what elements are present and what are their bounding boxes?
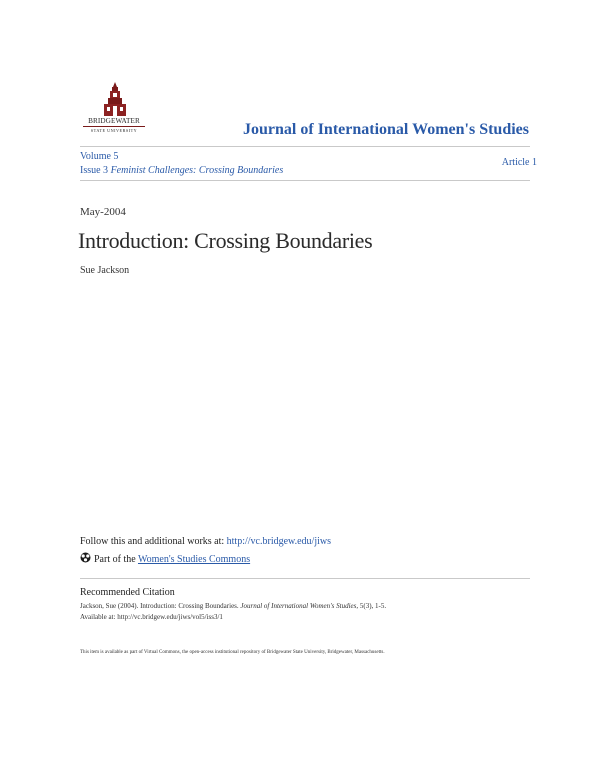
- bell-tower-icon: [102, 82, 128, 116]
- university-logo: [80, 82, 150, 138]
- citation-rule: [80, 578, 530, 579]
- citation-journal: Journal of International Women's Studies: [240, 602, 357, 610]
- article-author: Sue Jackson: [80, 265, 130, 276]
- citation-prefix: Jackson, Sue (2004). Introduction: Crossing Boundaries.: [80, 602, 241, 610]
- header-rule-bottom: [80, 180, 530, 181]
- citation-suffix: , 5(3), 1-5.: [356, 602, 387, 610]
- womens-studies-commons-link[interactable]: Women's Studies Commons: [137, 554, 251, 565]
- article-link[interactable]: Article 1: [501, 157, 537, 168]
- follow-url-link[interactable]: http://vc.bridgew.edu/jiws: [226, 536, 331, 547]
- citation-line-1: [80, 602, 386, 610]
- header-rule-top: [80, 146, 530, 147]
- issue-link[interactable]: [80, 165, 283, 176]
- citation-line-2: Available at: http://vc.bridgew.edu/jiws/vol5/iss3/1: [80, 613, 223, 621]
- issue-theme: Feminist Challenges: Crossing Boundaries: [110, 165, 284, 176]
- follow-label: Follow this and additional works at:: [80, 536, 227, 547]
- issue-number: Issue 3: [80, 165, 109, 176]
- publication-date: May-2004: [80, 206, 126, 218]
- article-title: Introduction: Crossing Boundaries: [78, 228, 373, 253]
- logo-subtitle: STATE UNIVERSITY: [90, 128, 138, 133]
- part-of-line: [80, 552, 250, 565]
- commons-network-icon: [80, 552, 91, 563]
- journal-title[interactable]: Journal of International Women's Studies: [243, 121, 529, 138]
- follow-line: [80, 536, 331, 547]
- logo-wordmark: BRIDGEWATER: [88, 117, 140, 125]
- footer-notice: This item is available as part of Virtual Commons, the open-access institutional repository of Bridgewater State University, Bridgewater, Massachusetts.: [80, 650, 385, 655]
- logo-divider: [83, 126, 145, 127]
- part-of-label: Part of the: [94, 554, 138, 565]
- volume-link[interactable]: Volume 5: [80, 151, 119, 162]
- recommended-citation-heading: Recommended Citation: [80, 587, 175, 598]
